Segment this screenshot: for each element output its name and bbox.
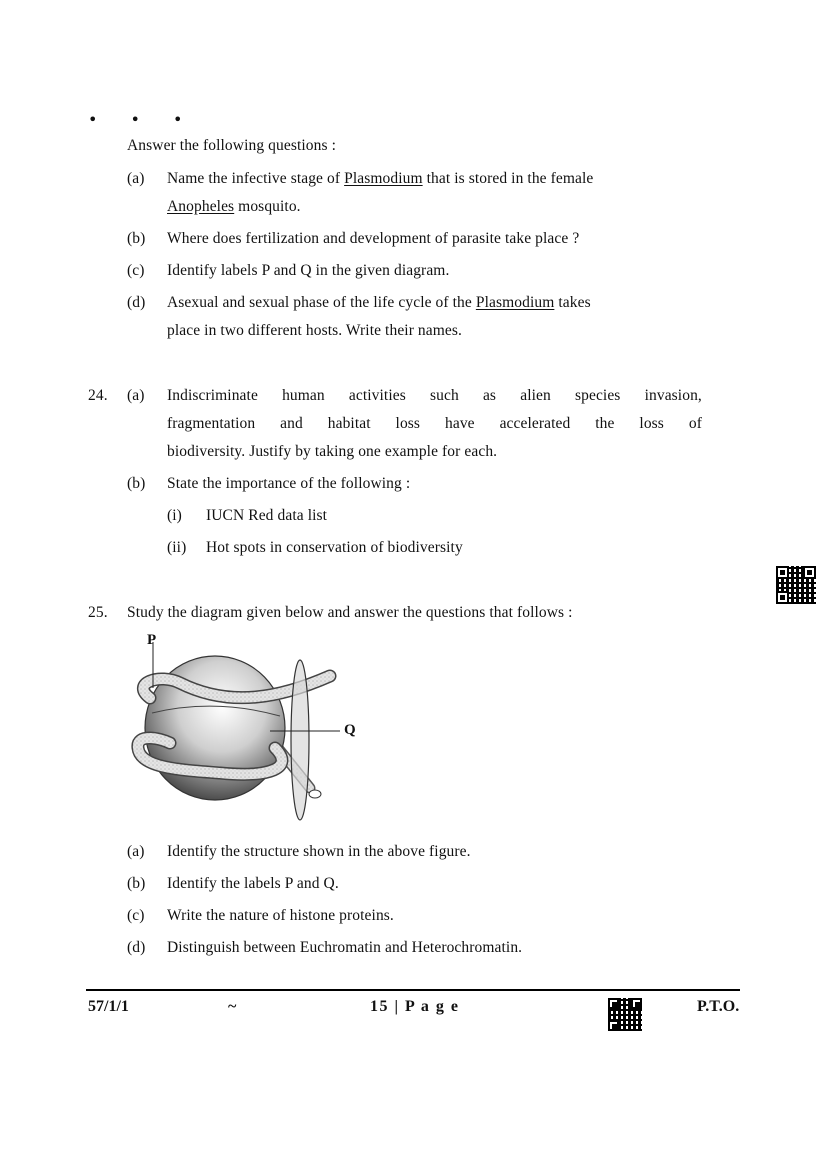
q25b-text: Identify the labels P and Q. (167, 875, 339, 892)
page-number: 15 | P a g e (370, 998, 460, 1015)
q25d-label: (d) (127, 939, 146, 956)
q24a-line3: biodiversity. Justify by taking one example for each. (167, 443, 498, 460)
q23b-label: (b) (127, 230, 146, 247)
q24-number: 24. (88, 387, 108, 404)
q25-text: Study the diagram given below and answer the questions that follows : (127, 604, 573, 621)
q25a-text: Identify the structure shown in the above figure. (167, 843, 471, 860)
q24b-i-label: (i) (167, 507, 182, 524)
q23c-text: Identify labels P and Q in the given diagram. (167, 262, 450, 279)
q24a-label: (a) (127, 387, 145, 404)
q25b-label: (b) (127, 875, 146, 892)
pto-label: P.T.O. (697, 998, 740, 1015)
q23d-line1: Asexual and sexual phase of the life cycle of the Plasmodium takes (167, 294, 591, 311)
q23a-label: (a) (127, 170, 145, 187)
continuation-dots: • • • (88, 110, 197, 129)
label-q: Q (344, 722, 356, 738)
q25c-text: Write the nature of histone proteins. (167, 907, 394, 924)
q24a-line1: Indiscriminate human activities such as alien species invasion, (167, 387, 702, 404)
q24a-line2: fragmentation and habitat loss have accelerated the loss of (167, 415, 702, 432)
q23d-label: (d) (127, 294, 146, 311)
side-qr-code (776, 566, 816, 604)
q24b-ii-label: (ii) (167, 539, 187, 556)
footer-tilde: ~ (228, 998, 237, 1015)
footer-rule (86, 989, 740, 991)
q23d-line2: place in two different hosts. Write their names. (167, 322, 463, 339)
q25a-label: (a) (127, 843, 145, 860)
q25c-label: (c) (127, 907, 145, 924)
q25-number: 25. (88, 604, 108, 621)
q24b-i-text: IUCN Red data list (206, 507, 328, 524)
q23a-line1: Name the infective stage of Plasmodium that is stored in the female (167, 170, 594, 187)
q24b-ii-text: Hot spots in conservation of biodiversity (206, 539, 463, 556)
q23b-text: Where does fertilization and development of parasite take place ? (167, 230, 580, 247)
q24b-label: (b) (127, 475, 146, 492)
q23a-line2: Anopheles mosquito. (167, 198, 301, 215)
q25d-text: Distinguish between Euchromatin and Heterochromatin. (167, 939, 523, 956)
nucleosome-diagram (120, 628, 380, 828)
q23-intro: Answer the following questions : (127, 137, 336, 154)
q23c-label: (c) (127, 262, 145, 279)
paper-code: 57/1/1 (88, 998, 129, 1015)
label-p: P (147, 632, 157, 648)
q24b-text: State the importance of the following : (167, 475, 411, 492)
footer-qr-code (608, 998, 642, 1031)
